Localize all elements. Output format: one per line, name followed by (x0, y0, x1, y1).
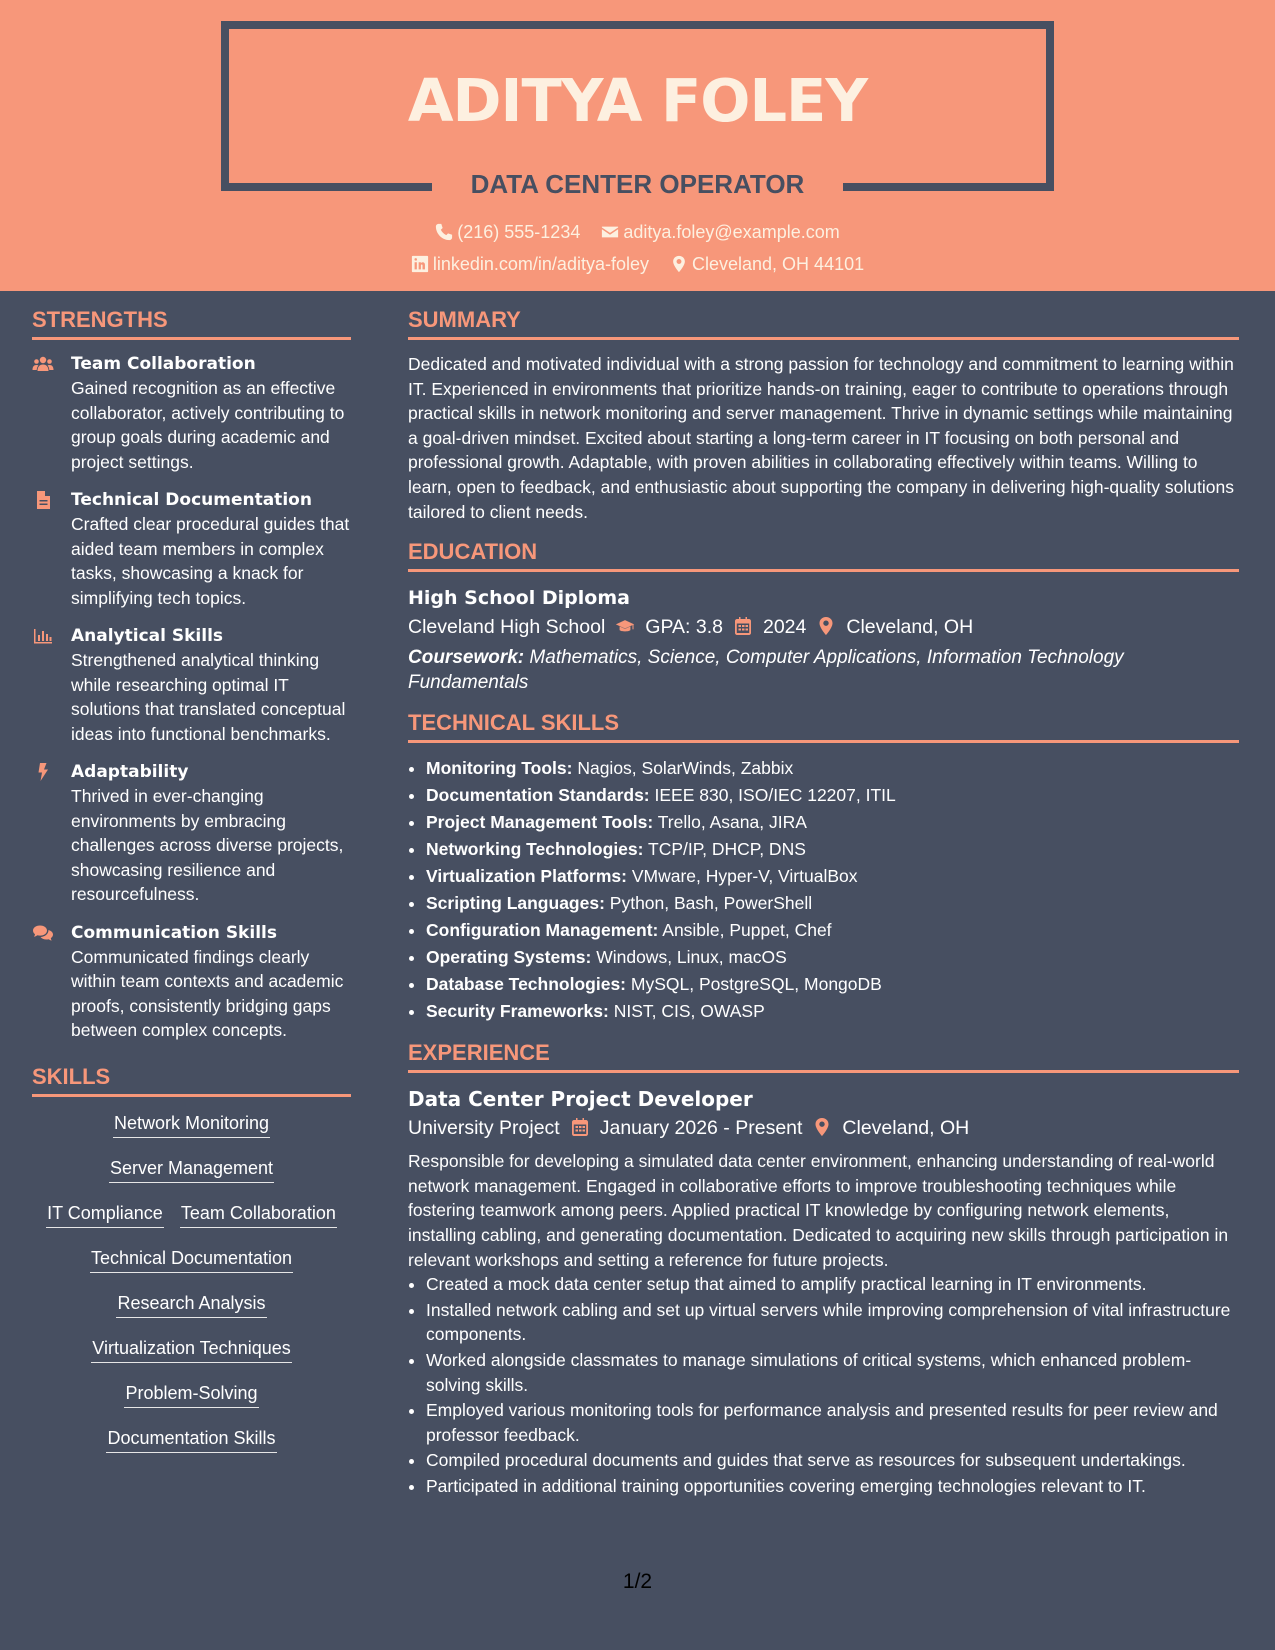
experience-dates: January 2026 - Present (599, 1117, 803, 1140)
skill-row (32, 1156, 351, 1183)
skill-values: Python, Bash, PowerShell (609, 893, 813, 914)
skill-tag: IT Compliance (46, 1201, 164, 1228)
skill-tag: Team Collaboration (180, 1201, 337, 1228)
strength-item (32, 760, 351, 907)
linkedin-text: linkedin.com/in/aditya-foley (432, 254, 649, 274)
skill-values: VMware, Hyper-V, VirtualBox (631, 866, 858, 887)
experience-heading: EXPERIENCE (408, 1039, 1239, 1073)
summary-text: Dedicated and motivated individual with a strong passion for technology and commitment to learning within IT. Experienced in environments that prioritize hands-on training, eager to contribute to operations through practical skills in network monitoring and server management. Thrive in dynamic settings while maintaining a goal-driven mindset. Excited about starting a long-term career in IT focusing on both personal and professional growth. Adaptable, with proven abilities in collaborating effectively within teams. Willing to learn, open to feedback, and enthusiastic about supporting the company in delivering high-quality solutions tailored to client needs. (408, 354, 1234, 522)
calendar-icon (570, 1117, 590, 1137)
list-item: • Employed various monitoring tools for performance analysis and presented results for peer review and professor feedback. (426, 1398, 1239, 1447)
map-pin-icon (670, 255, 688, 273)
skills-heading: SKILLS (32, 1063, 351, 1097)
graduation-cap-icon (615, 616, 635, 636)
skill-row (32, 1291, 351, 1318)
skill-tag: Documentation Skills (106, 1426, 276, 1453)
location-contact (670, 251, 864, 277)
page-number: 1/2 (622, 1570, 653, 1593)
skill-values: Trello, Asana, JIRA (657, 812, 807, 833)
location-text: Cleveland, OH 44101 (692, 254, 865, 274)
chat-icon (32, 923, 54, 943)
strength-item (32, 921, 351, 1043)
list-item (426, 971, 1239, 998)
phone-icon (435, 223, 453, 241)
skill-category: Networking Technologies: (426, 839, 644, 860)
list-item (426, 755, 1239, 782)
list-item: • Worked alongside classmates to manage simulations of critical systems, which enhanced problem-solving skills. (426, 1348, 1239, 1397)
skills-list (32, 1111, 351, 1453)
right-column (408, 306, 1239, 1499)
graduation-year: 2024 (762, 616, 807, 639)
skill-row (32, 1381, 351, 1408)
strength-title: Technical Documentation (71, 490, 312, 510)
list-item: • Participated in additional training opportunities covering emerging technologies relevant to IT. (426, 1474, 1239, 1499)
strength-title: Analytical Skills (71, 626, 224, 646)
experience-description: Responsible for developing a simulated data center environment, enhancing understanding of real-world network management. Engaged in collaborative efforts to improve troubleshooting techniques while fostering teamwork among peers. Applied practical IT knowledge by configuring network elements, installing cabling, and generating documentation. Dedicated to acquiring new skills through participation in relevant workshops and setting a reference for future projects. (408, 1151, 1229, 1270)
map-pin-icon (812, 1117, 832, 1137)
skill-values: TCP/IP, DHCP, DNS (648, 839, 806, 860)
contact-line-1 (0, 219, 1275, 245)
experience-title: Data Center Project Developer (408, 1087, 753, 1112)
experience-meta (408, 1113, 1239, 1143)
skill-category: Documentation Standards: (426, 785, 650, 806)
job-title: DATA CENTER OPERATOR (470, 169, 805, 199)
list-item: • Created a mock data center setup that aimed to amplify practical learning in IT environments. (426, 1272, 1239, 1297)
skill-category: Project Management Tools: (426, 812, 654, 833)
skill-values: NIST, CIS, OWASP (613, 1001, 765, 1022)
skill-category: Configuration Management: (426, 920, 659, 941)
coursework (408, 645, 1239, 695)
strength-title: Adaptability (71, 762, 189, 782)
coursework-list: Mathematics, Science, Computer Applications, Information Technology Fundamentals (408, 647, 1124, 694)
skill-category: Database Technologies: (426, 974, 627, 995)
left-column (32, 306, 351, 1471)
phone-text: (216) 555-1234 (457, 222, 581, 242)
strength-item (32, 488, 351, 610)
skill-values: IEEE 830, ISO/IEC 12207, ITIL (654, 785, 896, 806)
coursework-label: Coursework: (408, 647, 525, 669)
contact-line-2 (0, 251, 1275, 277)
strength-title: Communication Skills (71, 922, 277, 943)
experience-org: University Project (408, 1117, 560, 1140)
skill-values: Ansible, Puppet, Chef (662, 920, 832, 941)
skill-category: Security Frameworks: (426, 1001, 609, 1022)
strength-description: Thrived in ever-changing environments by embracing challenges across diverse projects, showcasing resilience and resourcefulness. (71, 786, 344, 904)
skill-tag: Research Analysis (116, 1291, 266, 1318)
education-meta (408, 612, 1239, 642)
experience-bullets (408, 1272, 1239, 1498)
school-location: Cleveland, OH (846, 616, 974, 639)
linkedin-icon (411, 255, 429, 273)
summary-heading: SUMMARY (408, 306, 1239, 340)
gpa: GPA: 3.8 (645, 616, 723, 639)
skill-tag: Problem-Solving (124, 1381, 258, 1408)
strength-item (32, 352, 351, 474)
list-item: • Compiled procedural documents and guides that serve as resources for subsequent undertakings. (426, 1448, 1239, 1473)
skill-row (32, 1111, 351, 1138)
education-heading: EDUCATION (408, 538, 1239, 572)
skill-tag: Network Monitoring (113, 1111, 270, 1138)
strength-item (32, 624, 351, 746)
list-item: • Installed network cabling and set up virtual servers while improving comprehension of vital infrastructure components. (426, 1298, 1239, 1347)
skill-category: Virtualization Platforms: (426, 866, 627, 887)
list-item (426, 890, 1239, 917)
candidate-name: ADITYA FOLEY (407, 66, 868, 135)
skill-values: Windows, Linux, macOS (596, 947, 787, 968)
strength-description: Strengthened analytical thinking while researching optimal IT solutions that translated conceptual ideas into functional benchmarks. (71, 650, 346, 744)
email-text: aditya.foley@example.com (623, 222, 840, 242)
strength-description: Communicated findings clearly within team contexts and academic proofs, consistently bridging gaps between complex concepts. (71, 946, 344, 1040)
skill-values: MySQL, PostgreSQL, MongoDB (630, 974, 882, 995)
strength-description: Crafted clear procedural guides that aided team members in complex tasks, showcasing a knack for simplifying tech topics. (71, 514, 350, 608)
strength-description: Gained recognition as an effective collaborator, actively contributing to group goals during academic and project settings. (71, 378, 345, 472)
skill-category: Scripting Languages: (426, 893, 605, 914)
technical-skills-heading: TECHNICAL SKILLS (408, 709, 1239, 743)
strength-title: Team Collaboration (71, 354, 256, 374)
list-item (426, 809, 1239, 836)
skill-category: Monitoring Tools: (426, 758, 573, 779)
resume-header (0, 0, 1275, 291)
skill-row (32, 1246, 351, 1273)
bar-chart-icon (32, 626, 54, 646)
list-item (426, 917, 1239, 944)
experience-location: Cleveland, OH (842, 1117, 970, 1140)
list-item (426, 782, 1239, 809)
frame-divider-left (221, 183, 432, 191)
document-icon (32, 490, 54, 510)
list-item (426, 863, 1239, 890)
map-pin-icon (816, 616, 836, 636)
skill-tag: Technical Documentation (90, 1246, 293, 1273)
strengths-heading: STRENGTHS (32, 306, 351, 340)
skill-row (32, 1336, 351, 1363)
calendar-icon (733, 616, 753, 636)
skill-category: Operating Systems: (426, 947, 592, 968)
list-item (426, 836, 1239, 863)
skill-values: Nagios, SolarWinds, Zabbix (577, 758, 794, 779)
users-icon (32, 354, 54, 374)
linkedin-contact[interactable] (411, 251, 649, 277)
skill-tag: Virtualization Techniques (91, 1336, 291, 1363)
email-contact[interactable] (601, 219, 839, 245)
school-name: Cleveland High School (408, 616, 606, 639)
skill-tag: Server Management (109, 1156, 274, 1183)
envelope-icon (601, 223, 619, 241)
list-item (426, 998, 1239, 1025)
skill-row (32, 1426, 351, 1453)
frame-divider-right (843, 183, 1054, 191)
technical-skills-list (408, 755, 1239, 1025)
degree-title: High School Diploma (408, 587, 630, 610)
phone-contact[interactable] (435, 219, 580, 245)
skill-row (32, 1201, 351, 1228)
list-item (426, 944, 1239, 971)
bolt-icon (32, 762, 54, 782)
